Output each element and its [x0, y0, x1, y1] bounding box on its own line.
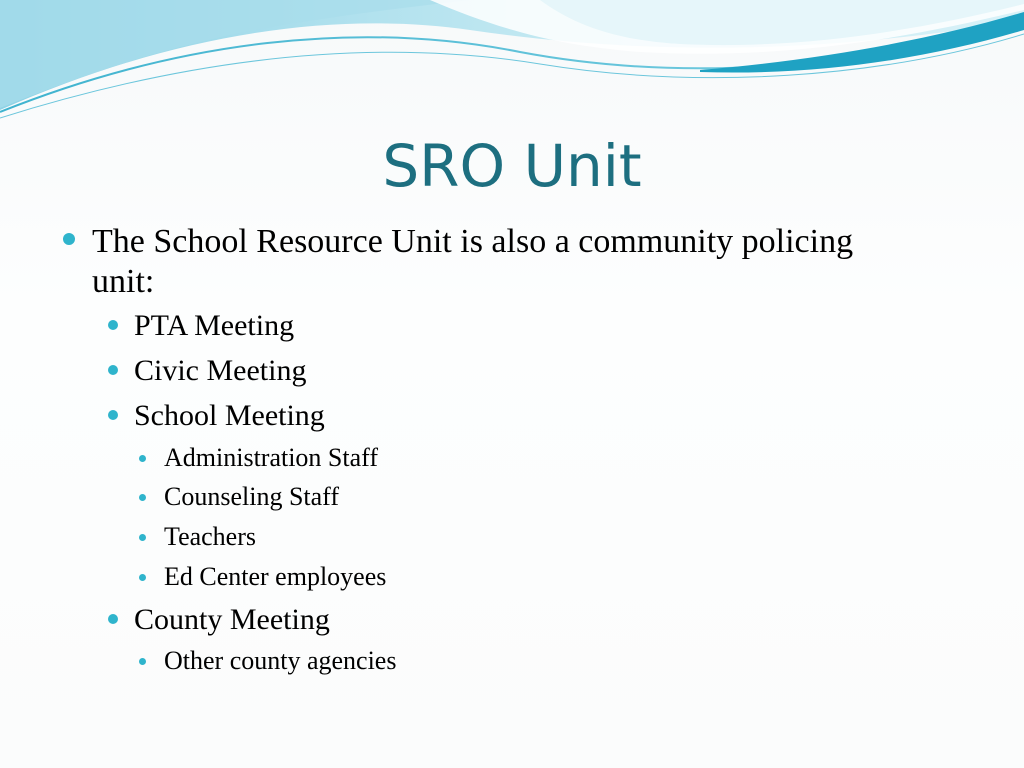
- list-item: [134, 398, 325, 434]
- bullet-dot: [139, 574, 146, 581]
- list-item: [164, 442, 378, 474]
- page-title: SRO Unit: [382, 132, 642, 200]
- list-item: [134, 353, 306, 389]
- list-item-text: The School Resource Unit is also a community policing: [92, 223, 854, 260]
- list-item-text: Ed Center employees: [164, 562, 387, 591]
- list-item: [164, 521, 256, 553]
- bullet-dot: [139, 494, 146, 501]
- list-item-text: Administration Staff: [164, 443, 379, 472]
- list-item: [92, 222, 853, 262]
- bullet-dot: [108, 614, 118, 624]
- list-item-text: Civic Meeting: [134, 354, 307, 387]
- bullet-dot: [108, 320, 118, 330]
- bullet-dot: [139, 658, 146, 665]
- list-item: [164, 481, 339, 513]
- bullet-dot: [108, 410, 118, 420]
- list-item: [134, 308, 294, 344]
- list-item: [134, 602, 330, 638]
- list-item: [164, 645, 396, 677]
- list-item-text: unit:: [92, 263, 155, 300]
- list-item-text: Counseling Staff: [164, 482, 340, 511]
- list-item-continuation: [92, 262, 154, 302]
- list-item-text: Other county agencies: [164, 646, 397, 675]
- list-item-text: PTA Meeting: [134, 309, 295, 342]
- bullet-dot: [108, 365, 118, 375]
- list-item: [164, 561, 386, 593]
- bullet-dot: [139, 455, 146, 462]
- list-item-text: School Meeting: [134, 399, 325, 432]
- bullet-dot: [139, 534, 146, 541]
- bullet-dot: [63, 233, 75, 245]
- list-item-text: Teachers: [164, 522, 257, 551]
- list-item-text: County Meeting: [134, 603, 330, 636]
